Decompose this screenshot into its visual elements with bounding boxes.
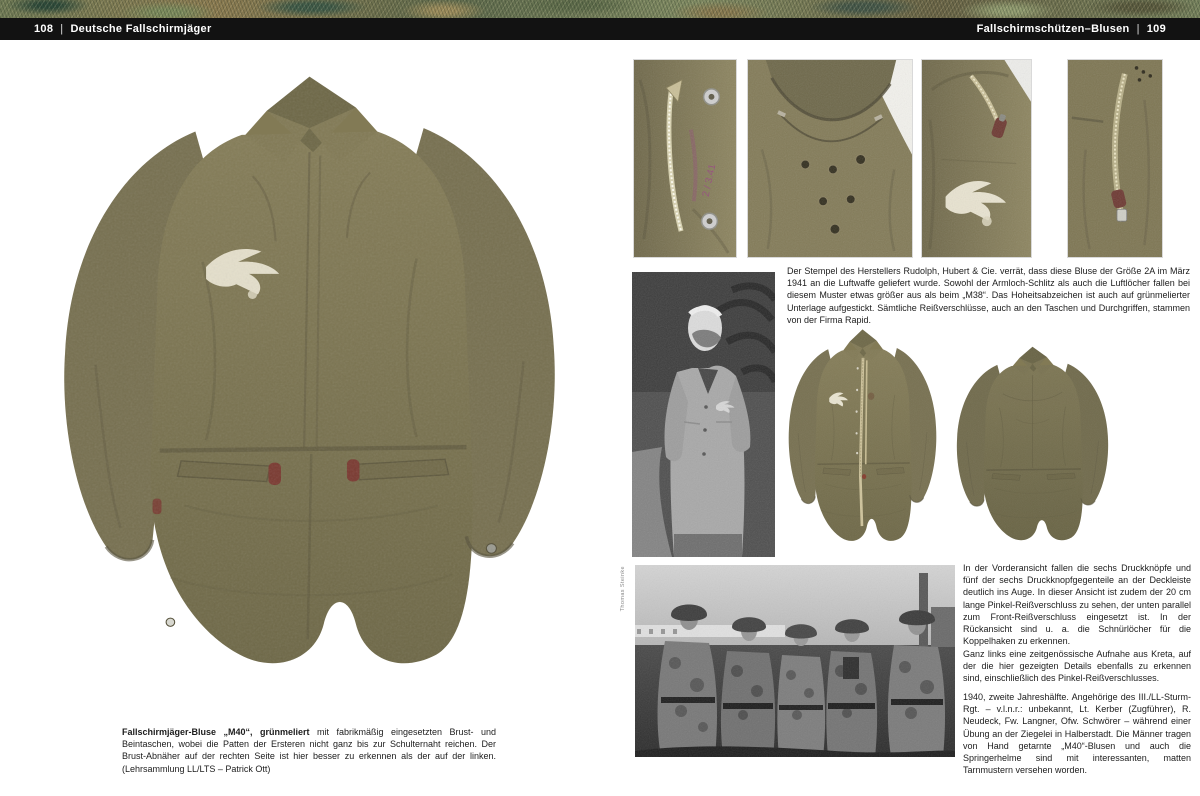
photo-smock-front-large	[42, 56, 577, 708]
header-divider: |	[1136, 23, 1140, 35]
snap-button	[166, 618, 175, 626]
caption-group-photo: 1940, zweite Jahreshälfte. Angehörige des III./LL-Sturm-Rgt. – v.l.n.r.: unbekannt, Lt. Kerber (Zugführer), R. Neudeck, Fw. Langner, Ofw. Schwörer – während einer Übung an der Ziegelei in Halberstadt. Die Männer tragen von Hand getarnte „M40“-Blusen und auch die Springerhelme sind mit interessanten, matten Tarnmustern versehen worden.	[963, 692, 1191, 776]
detail-photo-side-zipper	[1067, 59, 1163, 258]
detail-photo-zipper-stamp	[633, 59, 737, 258]
caption-left-page	[122, 726, 496, 775]
photo-group-halberstadt	[635, 565, 955, 757]
stamp-date-text: 2 / 3.41	[700, 163, 719, 198]
photo-soldier-crete	[632, 272, 775, 557]
photo-credit: Thomas Steinke	[620, 566, 626, 612]
detail-photo-breast-eagle	[921, 59, 1032, 258]
photo-smock-front-open	[782, 322, 943, 557]
page-number-right: 109	[1146, 23, 1166, 35]
running-head-bar	[0, 18, 1200, 40]
paragraph-front-back-details: In der Vorderansicht fallen die sechs Druckknöpfe und fünf der sechs Druckknopfgegenteile an der Deckleiste deutlich ins Auge. In dieser Ansicht ist zudem der 20 cm lange Pinkel-Reißverschluss zu sehen, der unten parallel zum Front-Reißverschluss eingesetzt ist. In der Rückansicht sind u. a. die Schnürlöcher für die Koppelhaken zu erkennen. Ganz links eine zeitgenössische Aufnahe aus Kreta, auf der die hier gezeigten Details ebenfalls zu erkennen sind, einschließlich des Pinkel-Reißverschlusses.	[963, 563, 1191, 684]
paragraph-manufacturer: Der Stempel des Herstellers Rudolph, Hubert & Cie. verrät, dass diese Bluse der Größe 2A im März 1941 an die Luftwaffe geliefert wurde. Sowohl der Armloch-Schlitz als auch die Luftlöcher fallen bei diesem Muster etwas größer aus als beim „M38“. Das Hoheitsabzeichen ist auch auf grünmelierter Unterlage aufgestickt. Sämtliche Reißverschlüsse, auch an den Taschen und Durchgriffen, stammen von der Firma Rapid.	[787, 266, 1190, 325]
chapter-title-left: Deutsche Fallschirmjäger	[70, 23, 212, 35]
page-header-right	[977, 23, 1166, 35]
page-header-left	[34, 23, 212, 35]
caption-rest: mit fabrikmäßig eingesetzten Brust- und Beintaschen, wobei die Patten der Ersteren nicht ganz bis zur Schulternaht reichen. Der Brust-Abnäher auf der rechten Seite ist hier besser zu erkennen als der auf der linken. (Lehrsammlung LL/LTS – Patrick Ott)	[122, 727, 496, 774]
chapter-title-right: Fallschirmschützen–Blusen	[976, 23, 1130, 35]
page-number-left: 108	[34, 23, 54, 35]
header-divider: |	[60, 23, 64, 35]
photo-smock-back	[950, 340, 1115, 555]
caption-lead: Fallschirmjäger-Bluse „M40“, grünmeliert	[122, 727, 310, 737]
detail-photo-armhole-vents	[747, 59, 913, 258]
camouflage-top-strip	[0, 0, 1200, 18]
